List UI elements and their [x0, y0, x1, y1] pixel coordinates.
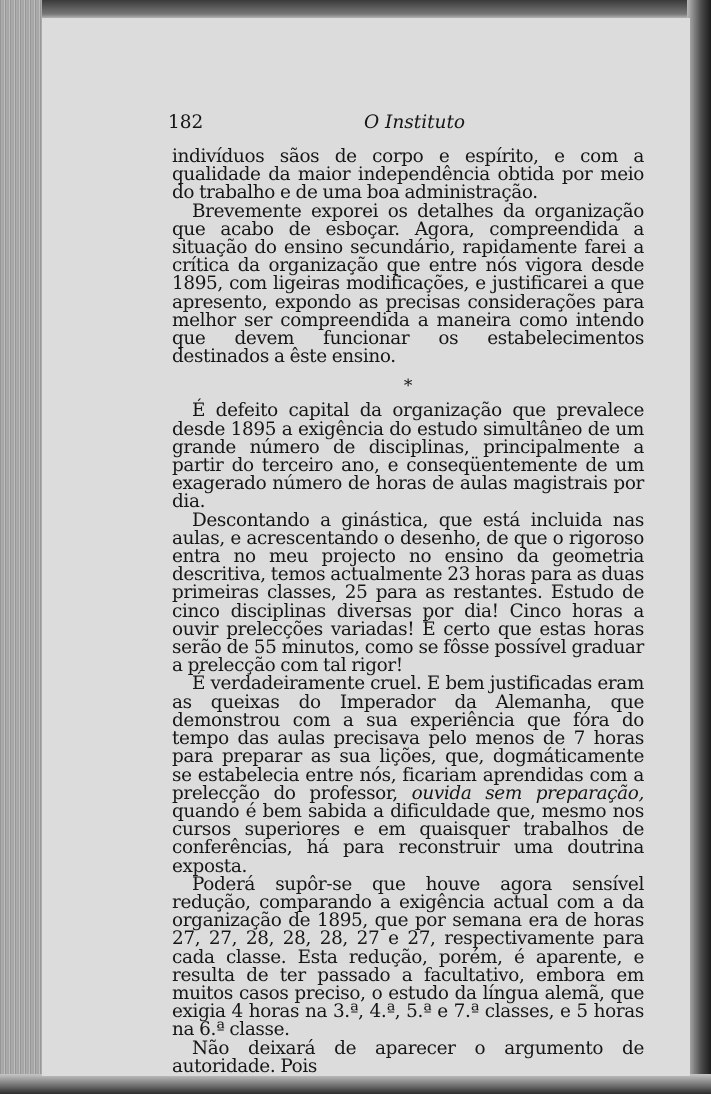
page-header [168, 112, 528, 136]
scan-right-edge [687, 0, 711, 1094]
page-number: 182 [168, 112, 204, 133]
page-body [172, 148, 644, 1076]
running-title: O Instituto [364, 112, 466, 133]
paragraph: É defeito capital da organização que prevalece desde 1895 a exigência do estudo simultâneo de um grande número de disciplinas, principalmente a partir do terceiro ano, e conseqüentemente de um exagerado número de horas de aulas magistrais por dia. [172, 400, 644, 513]
paragraph [172, 675, 644, 875]
book-page-stack-edge [0, 0, 42, 1094]
scan-top-edge [0, 0, 711, 20]
paragraph-text: É verdadeiramente cruel. E bem justificadas eram as queixas do Imperador da Alemanha, que demonstrou com a sua experiência que fóra do tempo das aulas precisava pelo menos de 7 horas para preparar as sua lições, que, dogmáticamente se estabelecia entre nós, ficariam aprendidas com a prelecção do professor, [172, 673, 644, 804]
scan-bottom-edge [0, 1074, 711, 1094]
book-page [42, 18, 690, 1076]
italic-phrase: ouvida sem preparação, [411, 782, 644, 804]
paragraph-text: quando é bem sabida a dificuldade que, mesmo nos cursos superiores e em quaisquer trabalhos de conferências, há para reconstruir uma doutrina exposta. [172, 800, 644, 877]
paragraph: Poderá supôr-se que houve agora sensível redução, comparando a exigência actual com a da organização de 1895, que por semana era de horas 27, 27, 28, 28, 28, 27 e 27, respectivamente para cada classe. Esta redução, porém, é aparente, e resulta de ter passado a facultativo, embora em muitos casos preciso, o estudo da língua alemã, que exigia 4 horas na 3.ª, 4.ª, 5.ª e 7.ª classes, e 5 horas na 6.ª classe. [172, 873, 644, 1041]
paragraph: Descontando a ginástica, que está incluida nas aulas, e acrescentando o desenho, de que o rigoroso entra no meu projecto no ensino da geometria descritiva, temos actualmente 23 horas para as duas primeiras classes, 25 para as restantes. Estudo de cinco disciplinas diversas por dia! Cinco horas a ouvir prelecções variadas! É certo que estas horas serão de 55 minutos, como se fôsse possível graduar a prelecção com tal rigor! [172, 509, 644, 677]
paragraph: Não deixará de aparecer o argumento de autoridade. Pois [172, 1037, 644, 1077]
paragraph: indivíduos sãos de corpo e espírito, e com a qualidade da maior independência obtida por meio do trabalho e de uma boa administração. [172, 146, 644, 204]
section-separator: * [403, 376, 413, 397]
paragraph: Brevemente exporei os detalhes da organização que acabo de esboçar. Agora, compreendida a situação do ensino secundário, rapidamente farei a crítica da organização que entre nós vigora desde 1895, com ligeiras modificações, e justificarei a que apresento, expondo as precisas considerações para melhor ser compreendida a maneira como intendo que devem funcionar os estabelecimentos destinados a êste ensino. [172, 200, 644, 368]
